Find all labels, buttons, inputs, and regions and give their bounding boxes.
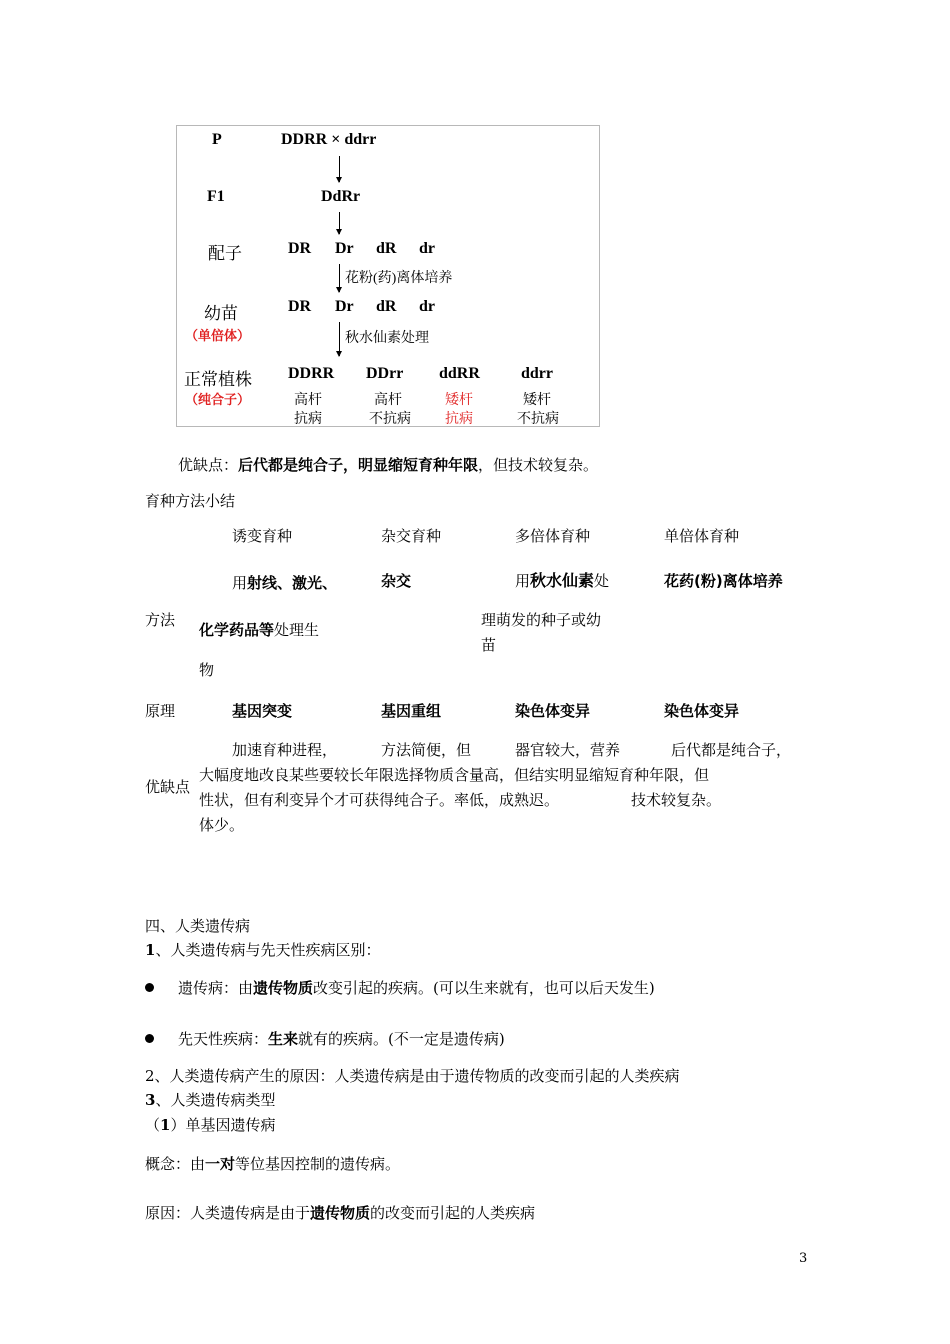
plant-trait-disease: 抗病 xyxy=(294,412,322,427)
arrow-down-icon xyxy=(339,322,340,356)
concept-line: 概念：由一对等位基因控制的遗传病。 xyxy=(145,1155,401,1173)
bullet-genetic-disease: 遗传病：由遗传物质改变引起的疾病。(可以生来就有，也可以后天发生) xyxy=(178,979,655,997)
seedling-dr-1: DR xyxy=(288,298,312,315)
arrow-down-icon xyxy=(339,156,340,182)
cause-line: 原因：人类遗传病是由于遗传物质的改变而引起的人类疾病 xyxy=(145,1204,536,1222)
plant-trait-height: 矮杆 xyxy=(523,393,551,408)
page-number: 3 xyxy=(799,1251,808,1266)
method-mutation-line2: 化学药品等处理生 xyxy=(199,621,320,639)
label-normal-plant: 正常植株 xyxy=(184,370,252,389)
method-mutation-line1: 用射线、激光、 xyxy=(232,574,338,592)
header-hybrid: 杂交育种 xyxy=(381,527,442,545)
plant-genotype: ddRR xyxy=(439,365,480,382)
seedling-dr-2: Dr xyxy=(335,298,354,315)
cross-p: DDRR × ddrr xyxy=(281,131,377,148)
method-mutation-line3: 物 xyxy=(199,661,215,679)
label-haploid: （单倍体） xyxy=(185,328,251,343)
heading-1: 1、人类遗传病与先天性疾病区别： xyxy=(145,941,381,959)
gamete-dr-1: DR xyxy=(288,240,312,257)
bullet-icon xyxy=(145,983,154,992)
merits-polyploid-line1: 器官较大，营养 xyxy=(515,741,621,759)
gamete-dr-3: dR xyxy=(376,240,397,257)
method-polyploid-line1: 用秋水仙素处 xyxy=(515,571,610,590)
subheading-1: （1）单基因遗传病 xyxy=(145,1116,276,1134)
principle-hybrid: 基因重组 xyxy=(381,702,442,720)
merits-line3-haploid: 技术较复杂。 xyxy=(631,791,722,809)
merits-mutation-line1: 加速育种进程， xyxy=(232,741,338,759)
plant-trait-height: 矮杆 xyxy=(445,393,473,408)
method-hybrid: 杂交 xyxy=(381,572,412,590)
header-mutation: 诱变育种 xyxy=(232,527,293,545)
note-colchicine: 秋水仙素处理 xyxy=(345,331,429,346)
header-haploid: 单倍体育种 xyxy=(664,527,740,545)
plant-trait-disease: 不抗病 xyxy=(517,412,559,427)
plant-trait-disease: 不抗病 xyxy=(369,412,411,427)
plant-genotype: DDrr xyxy=(366,365,404,382)
gamete-dr-4: dr xyxy=(419,240,435,257)
row-label-method: 方法 xyxy=(145,611,176,629)
plant-trait-disease: 抗病 xyxy=(445,412,473,427)
row-label-merits: 优缺点 xyxy=(145,778,191,796)
principle-polyploid: 染色体变异 xyxy=(515,702,591,720)
seedling-dr-3: dR xyxy=(376,298,397,315)
merits-line2: 大幅度地改良某些要较长年限选择物质含量高，但结实明显缩短育种年限，但 xyxy=(199,766,710,784)
arrow-down-icon xyxy=(339,212,340,234)
row-label-principle: 原理 xyxy=(145,702,176,720)
merits-line4: 体少。 xyxy=(199,816,245,834)
method-haploid: 花药(粉)离体培养 xyxy=(664,572,783,590)
method-polyploid-line2: 理萌发的种子或幼 xyxy=(481,611,602,629)
plant-genotype: ddrr xyxy=(521,365,553,382)
heading-3: 3、人类遗传病类型 xyxy=(145,1091,276,1109)
plant-trait-height: 高杆 xyxy=(294,393,322,408)
method-polyploid-line3: 苗 xyxy=(481,636,497,654)
gamete-dr-2: Dr xyxy=(335,240,354,257)
plant-trait-height: 高杆 xyxy=(374,393,402,408)
genotype-f1: DdRr xyxy=(321,188,361,205)
merits-line3: 性状，但有利变异个才可获得纯合子。率低，成熟迟。 xyxy=(199,791,560,809)
breeding-diagram xyxy=(176,125,600,427)
note-anther-culture: 花粉(药)离体培养 xyxy=(345,271,453,286)
section-title: 四、人类遗传病 xyxy=(145,917,251,935)
header-polyploid: 多倍体育种 xyxy=(515,527,591,545)
label-f1: F1 xyxy=(207,188,225,205)
bullet-icon xyxy=(145,1034,154,1043)
arrow-down-icon xyxy=(339,264,340,292)
bullet-congenital-disease: 先天性疾病：生来就有的疾病。(不一定是遗传病) xyxy=(178,1030,505,1048)
summary-title: 育种方法小结 xyxy=(145,492,236,510)
heading-2: 2、人类遗传病产生的原因：人类遗传病是由于遗传物质的改变而引起的人类疾病 xyxy=(145,1067,680,1085)
principle-haploid: 染色体变异 xyxy=(664,702,740,720)
label-homozygote: （纯合子） xyxy=(185,392,251,407)
label-gametes: 配子 xyxy=(208,244,242,263)
plant-genotype: DDRR xyxy=(288,365,335,382)
merits-hybrid-line1: 方法简便，但 xyxy=(381,741,472,759)
merits-haploid-line1: 后代都是纯合子， xyxy=(671,741,792,759)
principle-mutation: 基因突变 xyxy=(232,702,293,720)
label-seedling: 幼苗 xyxy=(204,304,238,323)
label-p: P xyxy=(212,131,222,148)
pros-cons-line: 优缺点：后代都是纯合子，明显缩短育种年限，但技术较复杂。 xyxy=(178,456,599,474)
seedling-dr-4: dr xyxy=(419,298,435,315)
